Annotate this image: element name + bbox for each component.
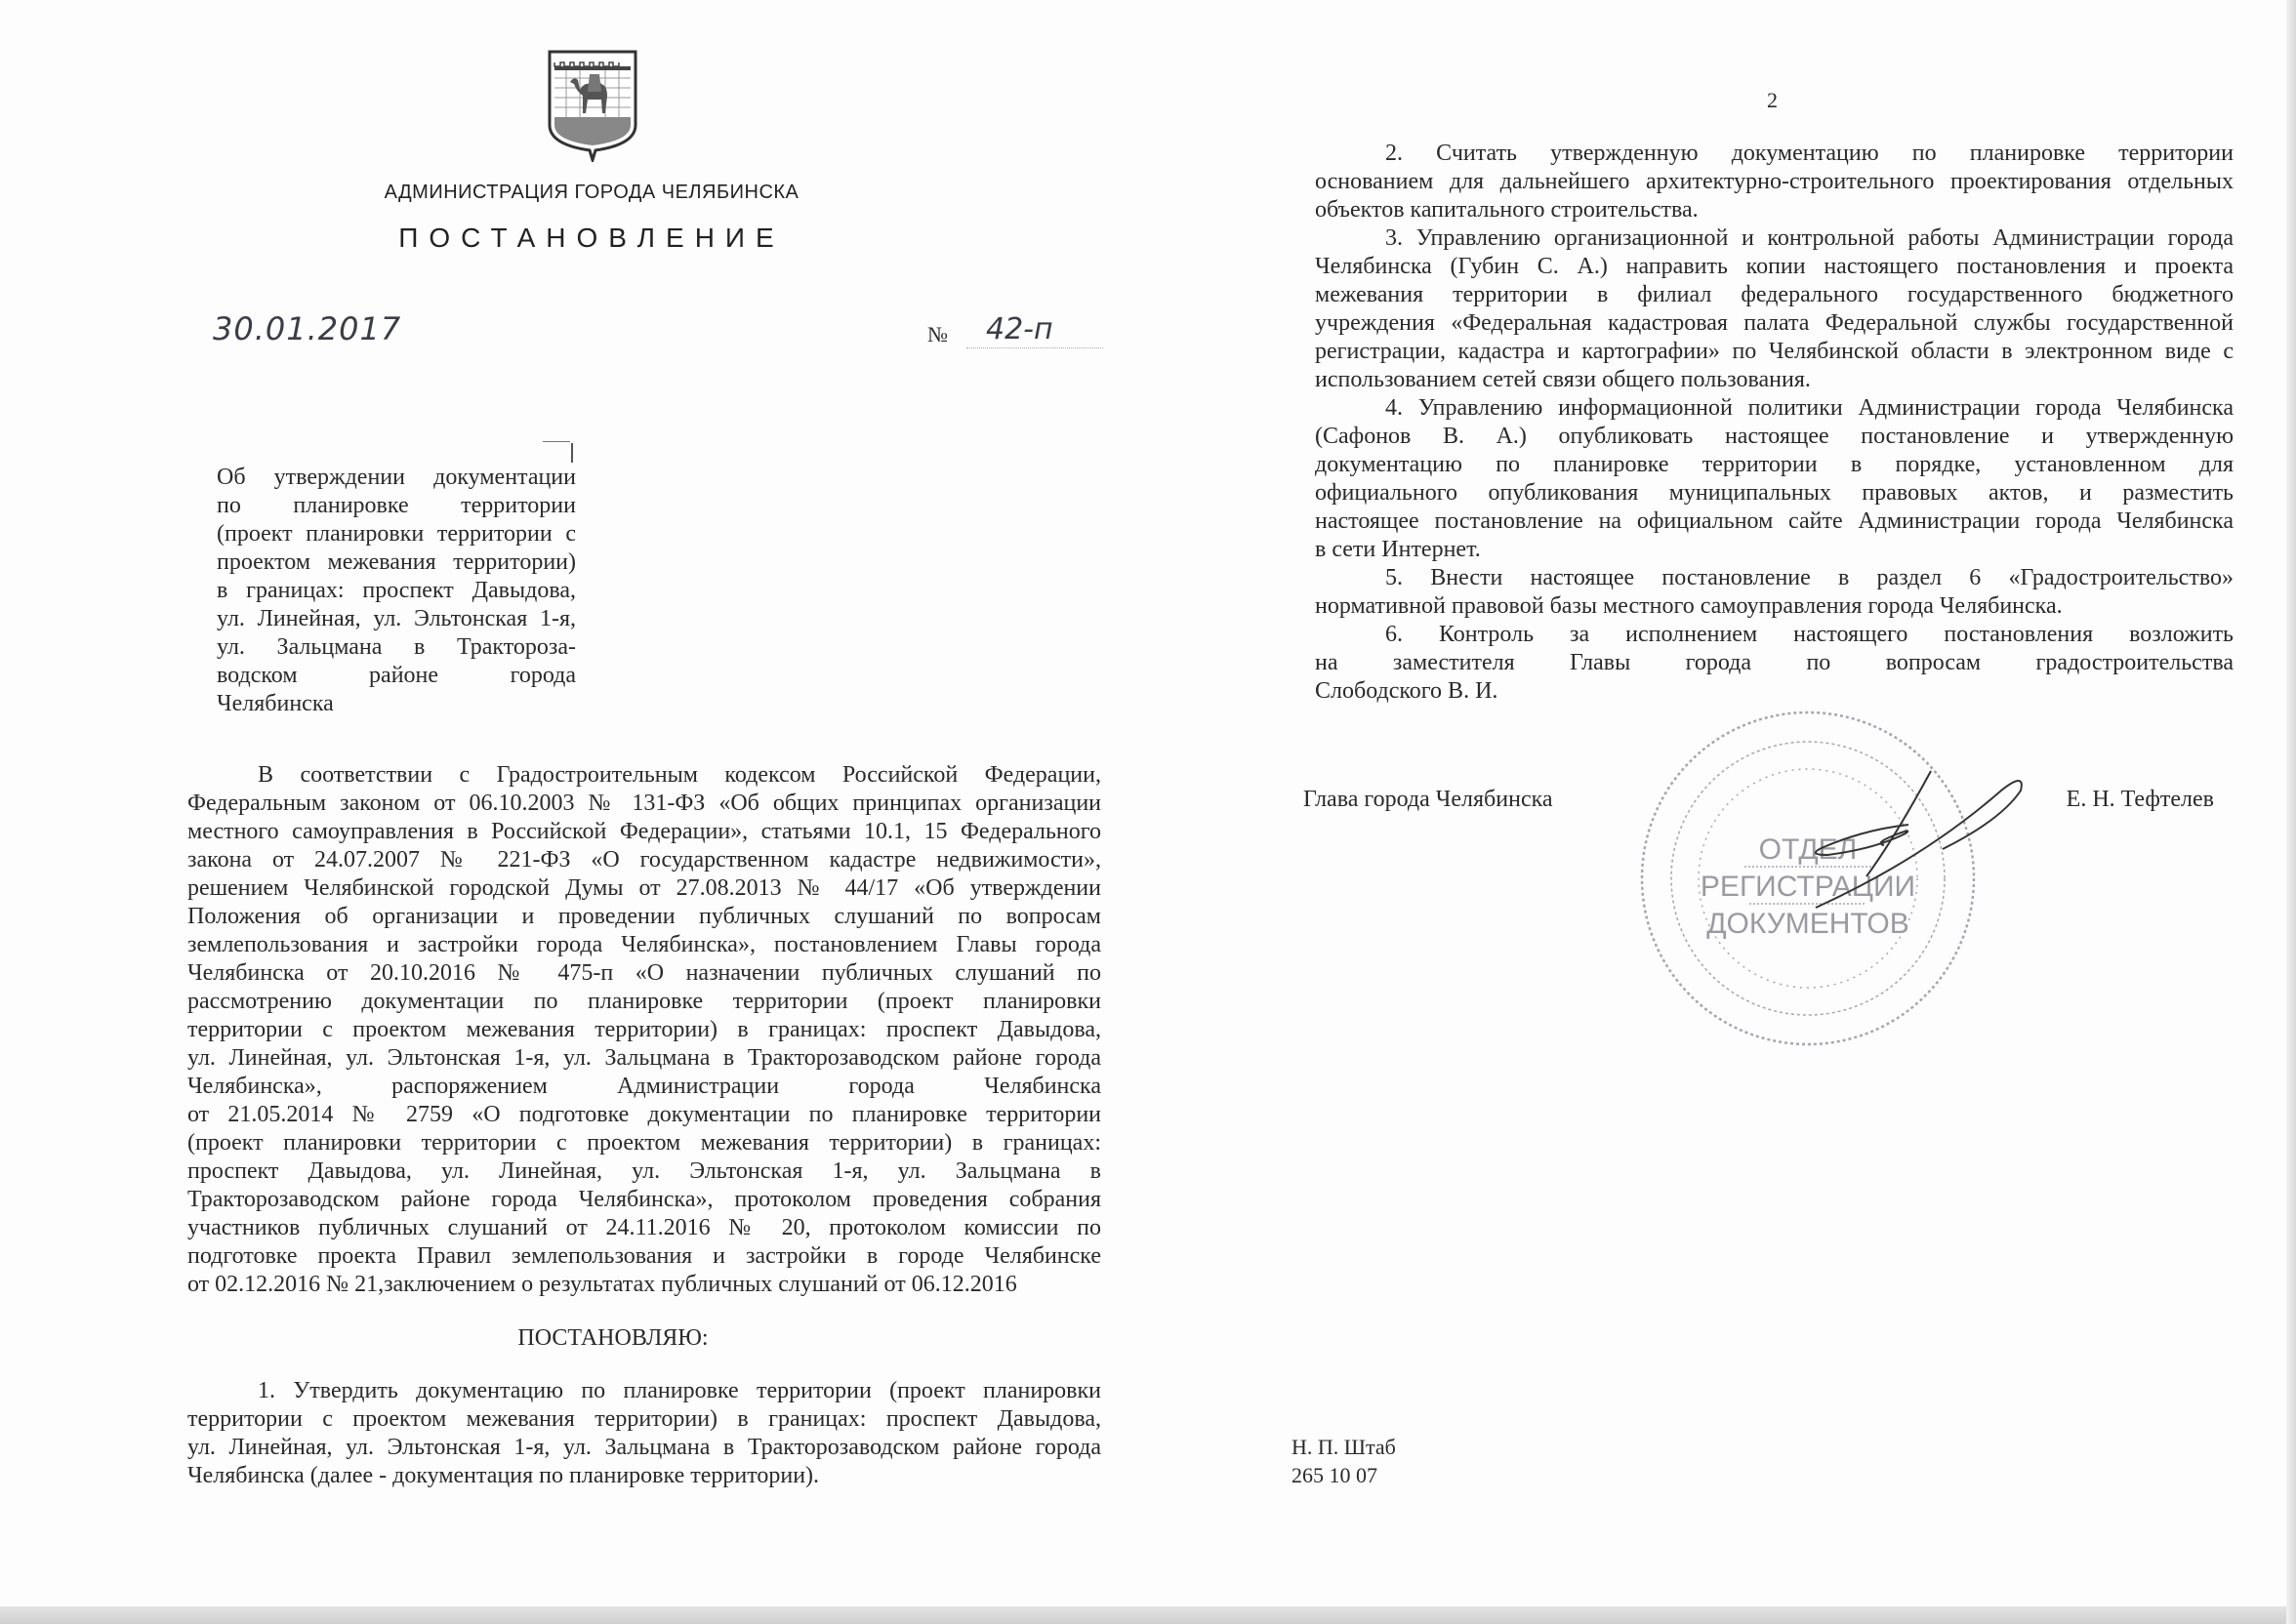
text-line: 3. Управлению организационной и контрольной работы Администрации города: [1385, 225, 2234, 251]
text-line: учреждения «Федеральная кадастровая палата Федеральной службы государственной: [1315, 310, 2234, 336]
text-line: Об утверждении документации: [217, 465, 576, 490]
text-line: 6. Контроль за исполнением настоящего постановления возложить: [1385, 622, 2234, 647]
text-line: на заместителя Главы города по вопросам градостроительства: [1315, 650, 2234, 675]
corner-mark: [571, 443, 573, 463]
text-line: в границах: проспект Давыдова,: [217, 578, 576, 603]
text-line: Тракторозаводском районе города Челябинска», протоколом проведения собрания: [187, 1187, 1101, 1212]
executor-name: Н. П. Штаб: [1292, 1435, 1396, 1459]
item-1-paragraph: [187, 1377, 1101, 1490]
text-line: от 21.05.2014 № 2759 «О подготовке документации по планировке территории: [187, 1102, 1101, 1127]
text-line: подготовке проекта Правил землепользования и застройки в городе Челябинске: [187, 1243, 1101, 1269]
organization-name: АДМИНИСТРАЦИЯ ГОРОДА ЧЕЛЯБИНСКА: [384, 182, 800, 203]
text-line: документацию по планировке территории в порядке, установленном для: [1315, 452, 2234, 477]
item-3-paragraph: [1315, 224, 2234, 394]
text-line: Челябинска (далее - документация по планировке территории).: [187, 1463, 820, 1488]
document-date: 30.01.2017: [213, 310, 402, 347]
text-line: настоящее постановление на официальном сайте Администрации города Челябинска: [1315, 508, 2234, 534]
text-line: территории с проектом межевания территории) в границах: проспект Давыдова,: [187, 1406, 1101, 1432]
text-line: Челябинска: [217, 691, 334, 716]
preamble-paragraph: [187, 761, 1101, 1299]
item-2-paragraph: [1315, 140, 2234, 224]
page2-items: [1315, 140, 2234, 706]
text-line: Положения об организации и проведении публичных слушаний по вопросам: [187, 904, 1101, 929]
scan-edge: [0, 1606, 2296, 1624]
text-line: землепользования и застройки города Челябинска», постановлением Главы города: [187, 932, 1101, 957]
text-line: закона от 24.07.2007 № 221-ФЗ «О государственном кадастре недвижимости»,: [187, 847, 1101, 873]
text-line: Челябинска от 20.10.2016 № 475-п «О назначении публичных слушаний по: [187, 960, 1101, 986]
document-title: [217, 464, 576, 718]
text-line: в сети Интернет.: [1315, 537, 1481, 562]
text-line: 4. Управлению информационной политики Администрации города Челябинска: [1385, 395, 2234, 421]
city-coat-of-arms-emblem: [547, 49, 638, 162]
text-line: от 02.12.2016 № 21,заключением о результатах публичных слушаний от 06.12.2016: [187, 1272, 1017, 1297]
resolve-heading: ПОСТАНОВЛЯЮ:: [517, 1325, 709, 1351]
item-5-paragraph: [1315, 564, 2234, 621]
page-number: 2: [1767, 88, 1778, 112]
text-line: основанием для дальнейшего архитектурно-строительного проектирования отдельных: [1315, 169, 2234, 194]
text-line: В соответствии с Градостроительным кодексом Российской Федерации,: [258, 762, 1101, 788]
text-line: участников публичных слушаний от 24.11.2016 № 20, протоколом комиссии по: [187, 1215, 1101, 1240]
item-4-paragraph: [1315, 394, 2234, 564]
text-line: ул. Линейная, ул. Эльтонская 1-я, ул. Зальцмана в Тракторозаводском районе города: [187, 1435, 1101, 1460]
text-line: (проект планировки территории с: [217, 521, 576, 547]
text-line: регистрации, кадастра и картографии» по Челябинской области в электронном виде с: [1315, 339, 2234, 364]
text-line: нормативной правовой базы местного самоуправления города Челябинска.: [1315, 593, 2063, 619]
text-line: Челябинска (Губин С. А.) направить копии настоящего постановления и проекта: [1315, 254, 2234, 279]
text-line: водском районе города: [217, 663, 576, 688]
text-line: объектов капитального строительства.: [1315, 197, 1699, 223]
stamp-text: ДОКУМЕНТОВ: [1706, 908, 1909, 940]
stamp-text: РЕГИСТРАЦИИ: [1700, 871, 1916, 903]
text-line: решением Челябинской городской Думы от 27.08.2013 № 44/17 «Об утверждении: [187, 875, 1101, 901]
document-type: ПОСТАНОВЛЕНИЕ: [398, 223, 785, 253]
text-line: ул. Линейная, ул. Эльтонская 1-я,: [217, 606, 576, 631]
text-line: Челябинска», распоряжением Администрации города Челябинска: [187, 1074, 1101, 1099]
stamp-text: ОТДЕЛ: [1758, 833, 1858, 866]
text-line: официального опубликования муниципальных правовых актов, и разместить: [1315, 480, 2234, 506]
handwritten-signature: [1777, 751, 2070, 917]
item-6-paragraph: [1315, 621, 2234, 706]
text-line: местного самоуправления в Российской Федерации», статьями 10.1, 15 Федерального: [187, 819, 1101, 844]
text-line: Слободского В. И.: [1315, 678, 1498, 704]
text-line: по планировке территории: [217, 493, 576, 518]
signatory-position: Глава города Челябинска: [1303, 787, 1553, 812]
text-line: территории с проектом межевания территории) в границах: проспект Давыдова,: [187, 1017, 1101, 1042]
number-sign: №: [927, 322, 948, 346]
text-line: использованием сетей связи общего пользования.: [1315, 367, 1811, 392]
number-underline: [966, 347, 1103, 348]
text-line: межевания территории в филиал федерального государственного бюджетного: [1315, 282, 2234, 307]
scan-edge: [2286, 0, 2296, 1624]
corner-mark: [543, 441, 570, 442]
text-line: ул. Линейная, ул. Эльтонская 1-я, ул. Зальцмана в Тракторозаводском районе города: [187, 1045, 1101, 1071]
text-line: проектом межевания территории): [217, 549, 576, 575]
executor-info: [1292, 1433, 1396, 1489]
text-line: 5. Внести настоящее постановление в раздел 6 «Градостроительство»: [1385, 565, 2234, 590]
text-line: 1. Утвердить документацию по планировке территории (проект планировки: [258, 1378, 1101, 1403]
document-number: 42-п: [986, 312, 1053, 346]
text-line: (проект планировки территории с проектом межевания территории) в границах:: [187, 1130, 1101, 1156]
text-line: Федеральным законом от 06.10.2003 № 131-ФЗ «Об общих принципах организации: [187, 791, 1101, 816]
text-line: (Сафонов В. А.) опубликовать настоящее постановление и утвержденную: [1315, 424, 2234, 449]
text-line: ул. Зальцмана в Трактороза-: [217, 634, 576, 660]
text-line: проспект Давыдова, ул. Линейная, ул. Эльтонская 1-я, ул. Зальцмана в: [187, 1158, 1101, 1184]
text-line: 2. Считать утвержденную документацию по планировке территории: [1385, 141, 2234, 166]
text-line: рассмотрению документации по планировке территории (проект планировки: [187, 989, 1101, 1014]
executor-phone: 265 10 07: [1292, 1463, 1377, 1487]
signatory-name: Е. Н. Тефтелев: [2066, 787, 2214, 812]
